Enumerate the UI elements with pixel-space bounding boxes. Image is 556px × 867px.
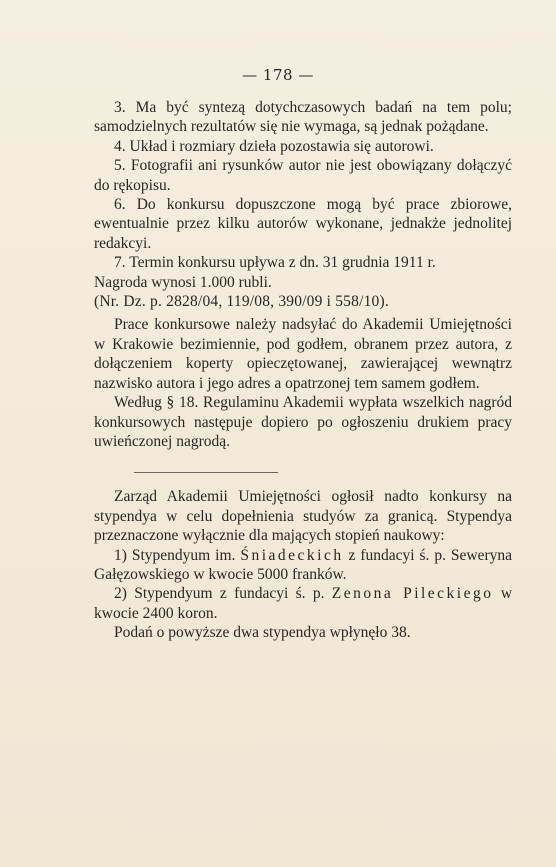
submission-notice: Prace konkursowe należy nadsyłać do Akademii Umiejętności w Krakowie bezimiennie, pod godłem, obranem przez autora, z dołączeniem koperty opieczętowanej, zawierającej wewnątrz nazwisko autora i jego adres a opatrzonej tem samem godłem. <box>94 316 512 392</box>
page-body <box>94 98 512 643</box>
item-5: 5. Fotografii ani rysunków autor nie jest obowiązany dołączyć do rękopisu. <box>94 157 512 194</box>
item-3: 3. Ma być syntezą dotychczasowych badań na tem polu; samodzielnych rezultatów się nie wymaga, są jednak pożądane. <box>94 99 512 136</box>
page-number: — 178 — <box>242 66 314 84</box>
stipend-1 <box>94 546 512 585</box>
item-4: 4. Układ i rozmiary dzieła pozostawia się autorowi. <box>114 137 434 155</box>
payment-notice: Według § 18. Regulaminu Akademii wypłata wszelkich nagród konkursowych następuje dopiero po ogłoszeniu drukiem pracy uwieńczonej nagrodą. <box>94 394 512 450</box>
item-7-prize: Nagroda wynosi 1.000 rubli. <box>94 273 272 291</box>
stipend-1-name: Śniadeckich <box>240 546 344 564</box>
section-divider <box>134 472 278 473</box>
item-6: 6. Do konkursu dopuszczone mogą być prace zbiorowe, ewentualnie przez kilku autorów wykonane, jednakże jednolitej redakcyi. <box>94 196 512 252</box>
applications-count: Podań o powyższe dwa stypendya wpłynęło 38. <box>114 624 411 642</box>
stipend-2-name: Zenona Pileckiego <box>331 585 494 603</box>
stipend-2-suffix: w kwocie 2400 koron. <box>94 585 513 622</box>
stipend-2 <box>94 584 512 623</box>
item-7-deadline: 7. Termin konkursu upływa z dn. 31 grudnia 1911 r. <box>114 254 436 272</box>
stipend-2-prefix: 2) Stypendyum z fundacyi ś. p. <box>114 585 325 603</box>
stipend-1-suffix: z fundacyi ś. p. Seweryna Gałęzowskiego w kwocie 5000 franków. <box>94 546 513 583</box>
stipends-intro: Zarząd Akademii Umiejętności ogłosił nadto konkursy na stypendya w celu dopełnienia studyów za granicą. Stypendya przeznaczone wyłącznie dla mających stopień naukowy: <box>94 488 512 545</box>
reference-numbers: (Nr. Dz. p. 2828/04, 119/08, 390/09 i 558/10). <box>94 293 389 311</box>
stipend-1-prefix: 1) Stypendyum im. <box>114 546 236 564</box>
